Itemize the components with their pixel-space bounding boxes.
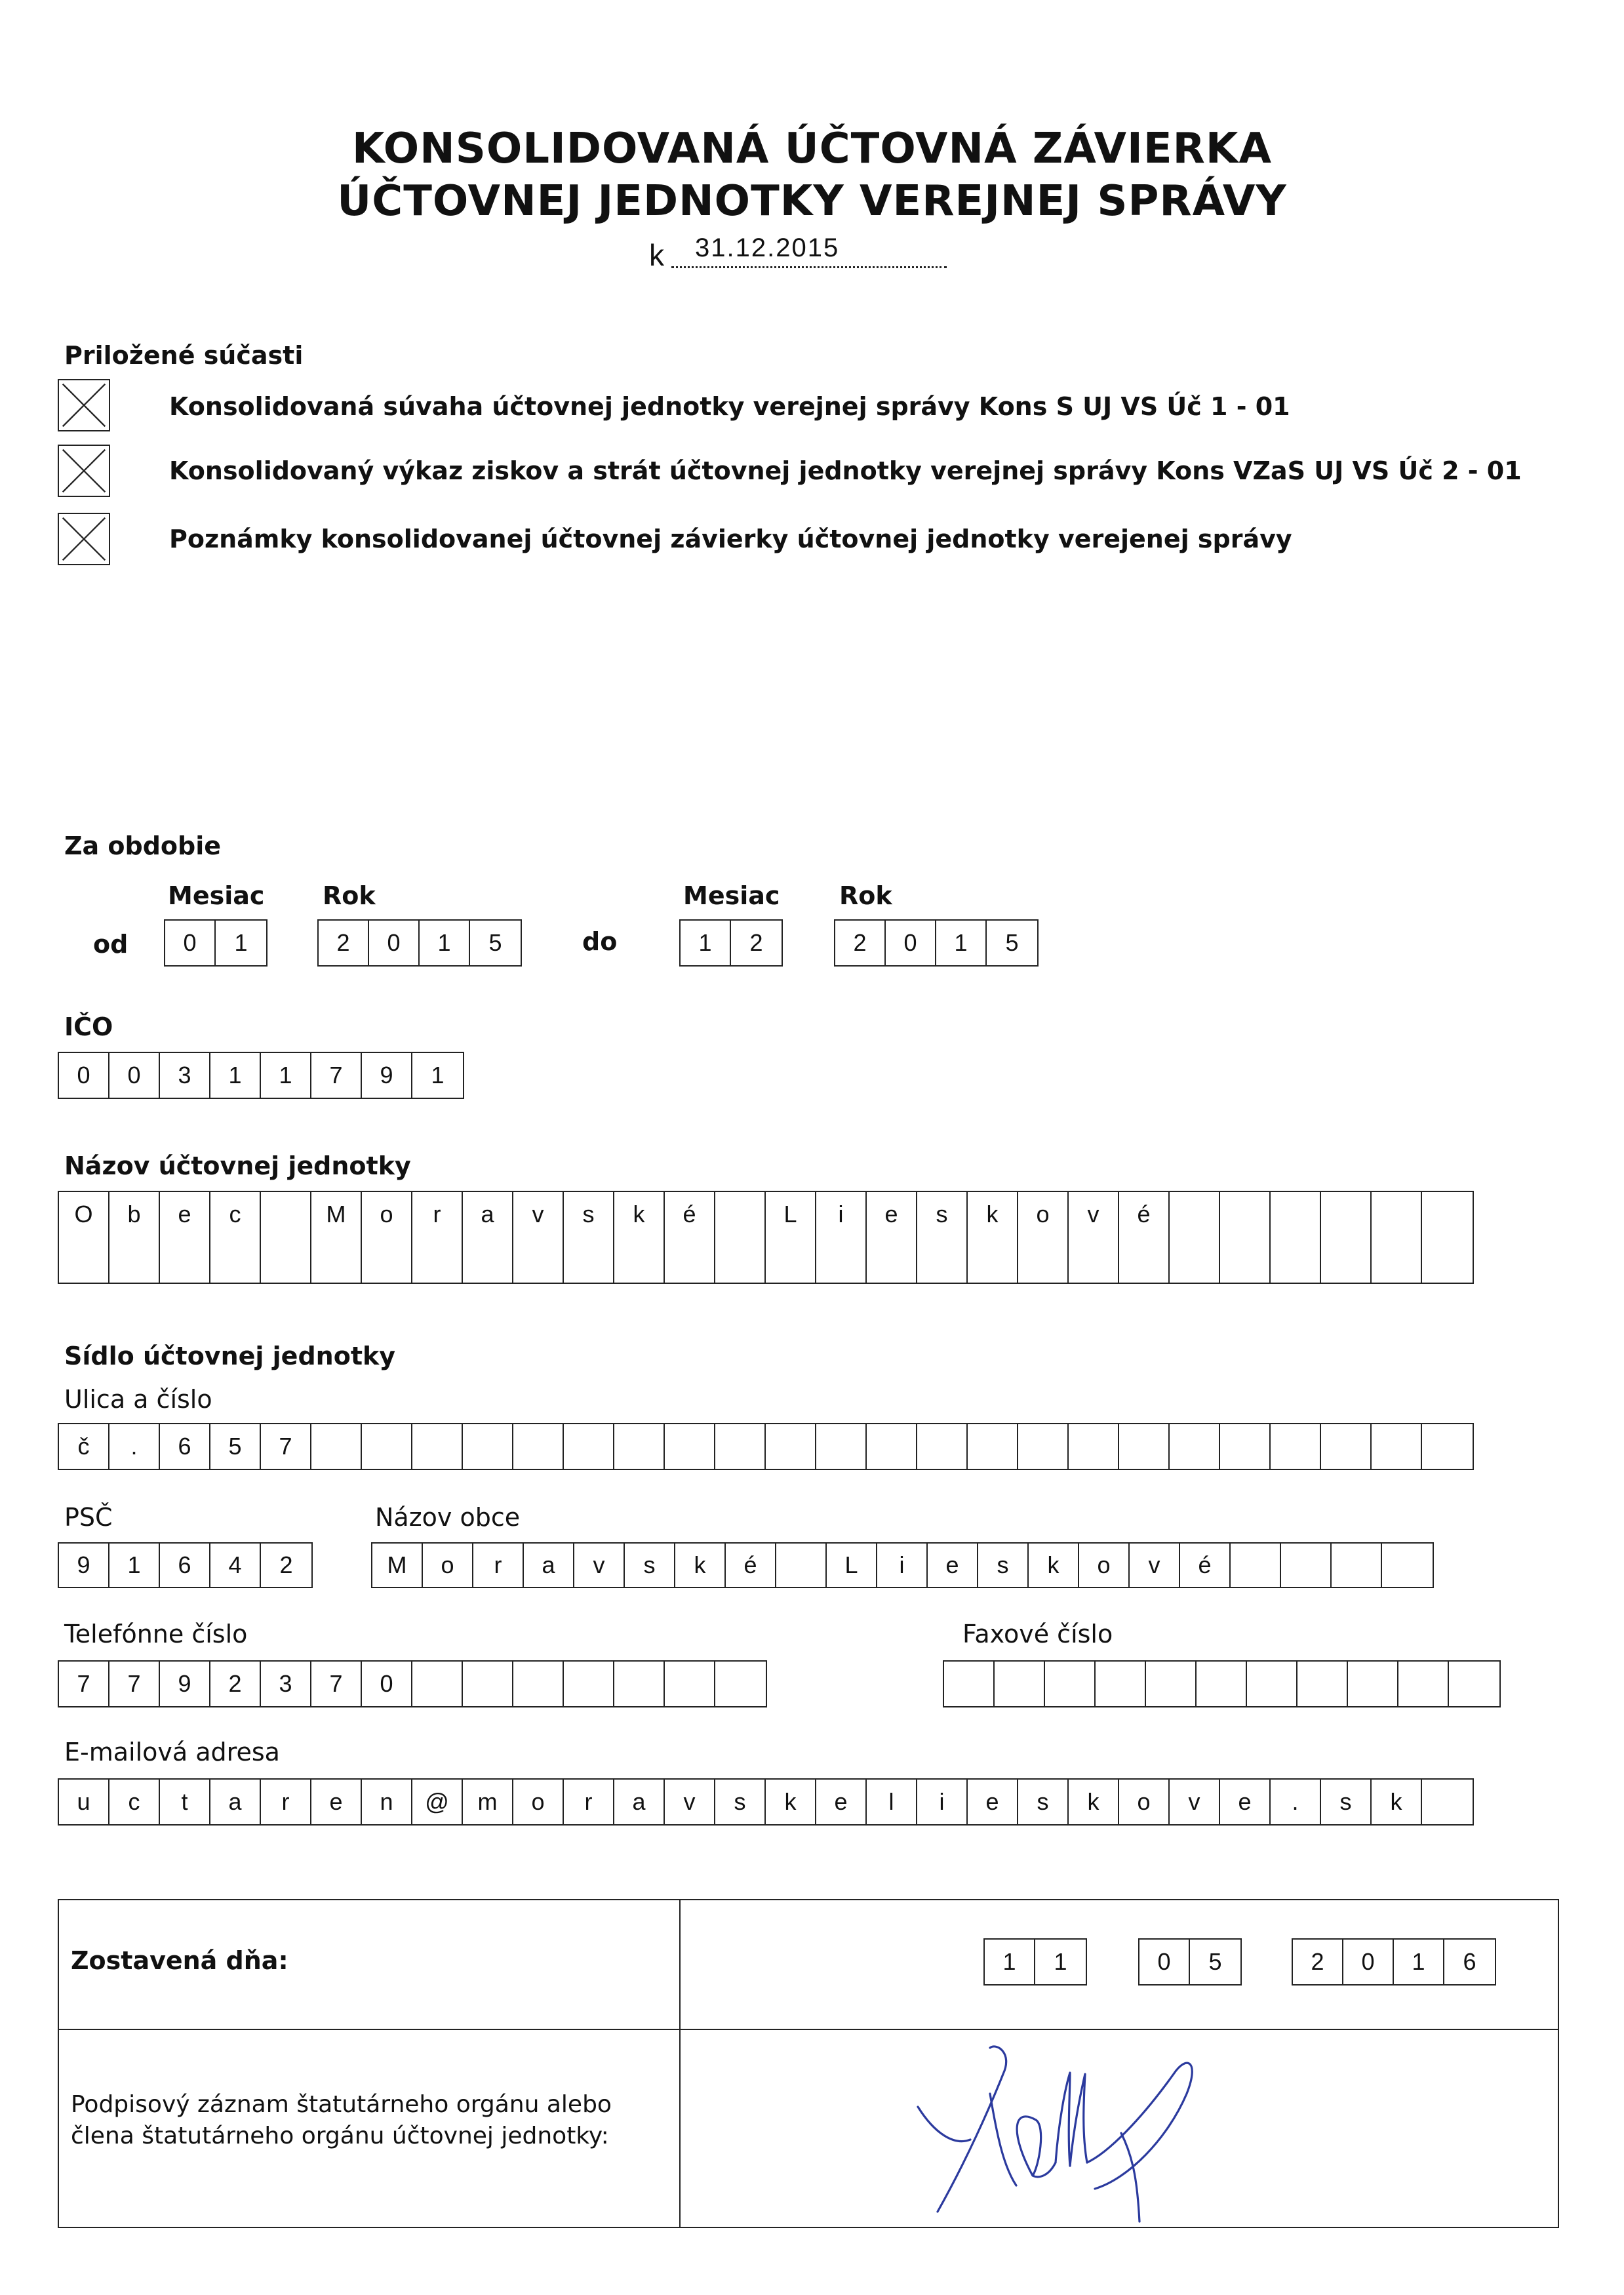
char-cell[interactable]: é (1180, 1544, 1231, 1587)
char-cell[interactable] (564, 1237, 614, 1283)
char-cell[interactable] (1398, 1662, 1449, 1706)
char-cell[interactable] (1372, 1237, 1422, 1283)
char-cell[interactable] (715, 1237, 766, 1283)
char-cell[interactable] (1321, 1424, 1372, 1469)
char-cell[interactable] (917, 1424, 968, 1469)
char-cell[interactable] (766, 1424, 816, 1469)
char-cell[interactable]: 0 (1343, 1940, 1394, 1984)
char-cell[interactable] (1321, 1237, 1372, 1283)
char-cell[interactable]: 6 (1463, 1948, 1476, 1975)
signature-label (71, 2089, 612, 2152)
char-cell[interactable]: L (827, 1544, 877, 1587)
city-field[interactable] (371, 1542, 1434, 1588)
to-month-label: Mesiac (683, 881, 780, 910)
char-cell[interactable]: r (412, 1192, 463, 1237)
char-cell[interactable] (463, 1237, 513, 1283)
char-cell[interactable]: 1 (210, 1053, 261, 1098)
char-cell[interactable] (1332, 1544, 1382, 1587)
char-cell[interactable] (160, 1237, 210, 1283)
char-cell[interactable] (513, 1237, 564, 1283)
char-cell[interactable] (917, 1237, 968, 1283)
char-cell[interactable] (1297, 1662, 1348, 1706)
char-cell[interactable] (1170, 1192, 1220, 1237)
char-cell[interactable] (1422, 1237, 1473, 1283)
signature-table (58, 1899, 1559, 2228)
char-cell[interactable] (1220, 1237, 1271, 1283)
char-cell[interactable] (816, 1237, 867, 1283)
char-cell[interactable] (1348, 1662, 1398, 1706)
char-cell[interactable]: 1 (1054, 1948, 1067, 1975)
char-cell[interactable]: 1 (109, 1544, 160, 1587)
char-cell[interactable] (362, 1237, 412, 1283)
char-cell[interactable]: k (1069, 1780, 1119, 1824)
char-cell[interactable]: e (816, 1780, 867, 1824)
char-cell[interactable] (412, 1662, 463, 1706)
char-cell[interactable]: 7 (109, 1662, 160, 1706)
char-cell[interactable]: k (614, 1192, 665, 1237)
fax-label: Faxové číslo (962, 1620, 1113, 1648)
char-cell[interactable] (1170, 1424, 1220, 1469)
date-prefix: k (649, 238, 664, 272)
char-cell[interactable]: L (766, 1192, 816, 1237)
char-cell[interactable] (665, 1237, 715, 1283)
char-cell[interactable]: a (524, 1544, 574, 1587)
char-cell[interactable]: b (109, 1192, 160, 1237)
char-cell[interactable]: v (574, 1544, 625, 1587)
street-label: Ulica a číslo (64, 1385, 212, 1414)
char-cell[interactable] (1271, 1424, 1321, 1469)
char-cell[interactable] (311, 1237, 362, 1283)
char-cell[interactable] (867, 1237, 917, 1283)
char-cell[interactable] (665, 1424, 715, 1469)
char-cell[interactable]: v (1130, 1544, 1180, 1587)
char-cell[interactable]: . (1271, 1780, 1321, 1824)
to-label: do (582, 927, 618, 956)
checkbox-attachment-3[interactable] (58, 513, 110, 565)
from-month-label: Mesiac (168, 881, 265, 910)
char-cell[interactable] (1382, 1544, 1433, 1587)
entity-name-field-row-1[interactable] (58, 1191, 1474, 1238)
char-cell[interactable]: 2 (210, 1662, 261, 1706)
period-heading: Za obdobie (64, 831, 222, 860)
char-cell[interactable]: M (372, 1544, 423, 1587)
date-value[interactable]: 31.12.2015 (695, 233, 840, 262)
char-cell[interactable]: 7 (311, 1053, 362, 1098)
table-divider-horizontal (59, 2029, 1558, 2030)
char-cell[interactable] (816, 1424, 867, 1469)
char-cell[interactable]: t (160, 1780, 210, 1824)
char-cell[interactable] (513, 1662, 564, 1706)
char-cell[interactable] (1281, 1544, 1332, 1587)
char-cell[interactable]: 1 (431, 1062, 445, 1088)
char-cell[interactable]: 0 (1139, 1940, 1190, 1984)
entity-name-field-row-2[interactable] (58, 1237, 1474, 1284)
attachments-heading: Priložené súčasti (64, 341, 304, 370)
char-cell[interactable] (715, 1192, 766, 1237)
attachment-label-3: Poznámky konsolidovanej účtovnej závierky účtovnej jednotky verejenej správy (169, 525, 1292, 553)
char-cell[interactable]: v (1170, 1780, 1220, 1824)
char-cell[interactable]: 2 (279, 1551, 293, 1578)
char-cell[interactable]: 1 (936, 921, 987, 965)
char-cell[interactable] (1146, 1662, 1197, 1706)
char-cell[interactable] (412, 1237, 463, 1283)
char-cell[interactable] (1018, 1237, 1069, 1283)
char-cell[interactable]: é (665, 1192, 715, 1237)
city-label: Názov obce (375, 1503, 521, 1532)
char-cell[interactable]: é (1119, 1192, 1170, 1237)
char-cell[interactable]: 1 (420, 921, 470, 965)
char-cell[interactable]: 0 (59, 1053, 109, 1098)
char-cell[interactable]: 7 (59, 1662, 109, 1706)
char-cell[interactable]: s (1321, 1780, 1372, 1824)
char-cell[interactable] (564, 1424, 614, 1469)
char-cell[interactable]: M (311, 1192, 362, 1237)
char-cell[interactable]: o (423, 1544, 473, 1587)
char-cell[interactable]: k (675, 1544, 726, 1587)
char-cell[interactable]: m (463, 1780, 513, 1824)
char-cell[interactable] (463, 1662, 513, 1706)
address-heading: Sídlo účtovnej jednotky (64, 1342, 396, 1370)
attachment-label-2: Konsolidovaný výkaz ziskov a strát účtovnej jednotky verejnej správy Kons VZaS UJ VS Úč 2 - 01 (169, 456, 1522, 485)
char-cell[interactable]: 6 (160, 1424, 210, 1469)
char-cell[interactable] (412, 1424, 463, 1469)
char-cell[interactable]: k (1029, 1544, 1079, 1587)
char-cell[interactable]: 3 (160, 1053, 210, 1098)
char-cell[interactable] (614, 1424, 665, 1469)
char-cell[interactable] (1045, 1662, 1096, 1706)
char-cell[interactable]: 2 (319, 921, 369, 965)
from-year-field[interactable] (317, 919, 522, 967)
char-cell[interactable]: o (1018, 1192, 1069, 1237)
char-cell[interactable] (513, 1424, 564, 1469)
phone-label: Telefónne číslo (64, 1620, 248, 1648)
char-cell[interactable]: 7 (261, 1424, 311, 1469)
email-label: E-mailová adresa (64, 1738, 280, 1766)
char-cell[interactable]: s (625, 1544, 675, 1587)
char-cell[interactable]: O (59, 1192, 109, 1237)
char-cell[interactable] (968, 1424, 1018, 1469)
check-cross-icon (59, 514, 109, 564)
checkbox-attachment-1[interactable] (58, 379, 110, 431)
char-cell[interactable] (776, 1544, 827, 1587)
ico-heading: IČO (64, 1012, 113, 1041)
char-cell[interactable] (1220, 1192, 1271, 1237)
date-dotted-line (671, 266, 947, 268)
char-cell[interactable]: 5 (210, 1424, 261, 1469)
checkbox-attachment-2[interactable] (58, 445, 110, 497)
char-cell[interactable] (261, 1192, 311, 1237)
char-cell[interactable] (665, 1662, 715, 1706)
char-cell[interactable]: 2 (1293, 1940, 1343, 1984)
char-cell[interactable] (1422, 1780, 1473, 1824)
handwritten-signature (898, 2035, 1265, 2225)
char-cell[interactable] (944, 1662, 995, 1706)
char-cell[interactable] (564, 1662, 614, 1706)
char-cell[interactable]: . (109, 1424, 160, 1469)
char-cell[interactable]: 1 (261, 1053, 311, 1098)
char-cell[interactable]: 1 (234, 929, 248, 956)
char-cell[interactable]: 4 (210, 1544, 261, 1587)
char-cell[interactable] (1422, 1192, 1473, 1237)
char-cell[interactable]: c (210, 1192, 261, 1237)
char-cell[interactable]: č (59, 1424, 109, 1469)
char-cell[interactable]: 1 (681, 921, 731, 965)
char-cell[interactable]: o (513, 1780, 564, 1824)
char-cell[interactable] (614, 1237, 665, 1283)
fax-field[interactable] (943, 1660, 1501, 1707)
char-cell[interactable] (995, 1662, 1045, 1706)
char-cell[interactable]: v (1069, 1192, 1119, 1237)
ico-field[interactable] (58, 1052, 464, 1099)
char-cell[interactable] (1422, 1424, 1473, 1469)
char-cell[interactable]: 9 (362, 1053, 412, 1098)
char-cell[interactable] (766, 1237, 816, 1283)
char-cell[interactable]: c (109, 1780, 160, 1824)
char-cell[interactable]: e (160, 1192, 210, 1237)
char-cell[interactable]: e (867, 1192, 917, 1237)
char-cell[interactable]: s (564, 1192, 614, 1237)
char-cell[interactable]: n (362, 1780, 412, 1824)
char-cell[interactable]: 1 (985, 1940, 1035, 1984)
char-cell[interactable] (614, 1662, 665, 1706)
char-cell[interactable]: r (473, 1544, 524, 1587)
char-cell[interactable]: o (362, 1192, 412, 1237)
char-cell[interactable] (362, 1424, 412, 1469)
char-cell[interactable]: s (917, 1192, 968, 1237)
phone-field[interactable] (58, 1660, 767, 1707)
title-line-2: ÚČTOVNEJ JEDNOTKY VEREJNEJ SPRÁVY (337, 177, 1287, 226)
char-cell[interactable] (1220, 1424, 1271, 1469)
char-cell[interactable]: r (564, 1780, 614, 1824)
signature-label-line-1: Podpisový záznam štatutárneho orgánu alebo (71, 2091, 612, 2118)
char-cell[interactable]: 0 (109, 1053, 160, 1098)
char-cell[interactable]: 7 (311, 1662, 362, 1706)
char-cell[interactable] (1119, 1237, 1170, 1283)
compiled-label: Zostavená dňa: (71, 1946, 288, 1975)
char-cell[interactable]: 5 (488, 929, 502, 956)
char-cell[interactable]: a (614, 1780, 665, 1824)
char-cell[interactable]: a (210, 1780, 261, 1824)
char-cell[interactable] (1271, 1237, 1321, 1283)
compiled-month-field[interactable] (1138, 1938, 1242, 1986)
char-cell[interactable] (867, 1424, 917, 1469)
char-cell[interactable]: 0 (165, 921, 216, 965)
char-cell[interactable] (311, 1424, 362, 1469)
char-cell[interactable] (1372, 1192, 1422, 1237)
char-cell[interactable]: 0 (369, 921, 420, 965)
signature-label-line-2: člena štatutárneho orgánu účtovnej jednotky: (71, 2123, 609, 2149)
char-cell[interactable] (261, 1237, 311, 1283)
char-cell[interactable] (1119, 1424, 1170, 1469)
char-cell[interactable] (968, 1237, 1018, 1283)
char-cell[interactable]: v (665, 1780, 715, 1824)
title-line-1: KONSOLIDOVANÁ ÚČTOVNÁ ZÁVIERKA (352, 125, 1272, 173)
char-cell[interactable] (715, 1424, 766, 1469)
char-cell[interactable]: 2 (835, 921, 886, 965)
char-cell[interactable]: @ (412, 1780, 463, 1824)
char-cell[interactable]: i (877, 1544, 928, 1587)
compiled-day-field[interactable] (983, 1938, 1087, 1986)
char-cell[interactable]: r (261, 1780, 311, 1824)
char-cell[interactable]: s (715, 1780, 766, 1824)
char-cell[interactable]: 6 (160, 1544, 210, 1587)
char-cell[interactable]: a (463, 1192, 513, 1237)
char-cell[interactable] (1449, 1662, 1499, 1706)
char-cell[interactable]: 1 (1394, 1940, 1444, 1984)
char-cell[interactable] (59, 1237, 109, 1283)
char-cell[interactable] (210, 1237, 261, 1283)
char-cell[interactable] (1372, 1424, 1422, 1469)
char-cell[interactable] (1321, 1192, 1372, 1237)
from-year-label: Rok (323, 881, 376, 910)
date-line (649, 233, 840, 273)
char-cell[interactable]: k (1372, 1780, 1422, 1824)
char-cell[interactable]: e (928, 1544, 978, 1587)
char-cell[interactable]: 9 (160, 1662, 210, 1706)
char-cell[interactable]: 5 (1005, 929, 1019, 956)
char-cell[interactable]: s (1018, 1780, 1069, 1824)
email-field[interactable] (58, 1778, 1474, 1826)
to-year-field[interactable] (834, 919, 1039, 967)
from-month-field[interactable] (164, 919, 267, 967)
to-month-field[interactable] (679, 919, 783, 967)
char-cell[interactable] (1069, 1237, 1119, 1283)
char-cell[interactable]: 0 (362, 1662, 412, 1706)
char-cell[interactable] (1096, 1662, 1146, 1706)
char-cell[interactable] (1069, 1424, 1119, 1469)
char-cell[interactable]: k (766, 1780, 816, 1824)
street-field[interactable] (58, 1423, 1474, 1470)
char-cell[interactable] (463, 1424, 513, 1469)
char-cell[interactable]: 2 (749, 929, 763, 956)
entity-name-heading: Názov účtovnej jednotky (64, 1151, 411, 1180)
char-cell[interactable] (1197, 1662, 1247, 1706)
check-cross-icon (59, 380, 109, 430)
char-cell[interactable]: o (1079, 1544, 1130, 1587)
compiled-year-field[interactable] (1292, 1938, 1496, 1986)
char-cell[interactable]: v (513, 1192, 564, 1237)
char-cell[interactable]: k (968, 1192, 1018, 1237)
char-cell[interactable]: 9 (59, 1544, 109, 1587)
table-divider-vertical (679, 1900, 681, 2227)
char-cell[interactable] (715, 1662, 766, 1706)
attachment-label-1: Konsolidovaná súvaha účtovnej jednotky verejnej správy Kons S UJ VS Úč 1 - 01 (169, 392, 1290, 421)
char-cell[interactable]: 3 (261, 1662, 311, 1706)
char-cell[interactable] (1271, 1192, 1321, 1237)
psc-label: PSČ (64, 1503, 113, 1532)
char-cell[interactable]: é (726, 1544, 776, 1587)
char-cell[interactable]: 0 (886, 921, 936, 965)
char-cell[interactable]: e (968, 1780, 1018, 1824)
char-cell[interactable]: i (816, 1192, 867, 1237)
char-cell[interactable] (109, 1237, 160, 1283)
check-cross-icon (59, 446, 109, 496)
psc-field[interactable] (58, 1542, 313, 1588)
char-cell[interactable] (1170, 1237, 1220, 1283)
char-cell[interactable]: s (978, 1544, 1029, 1587)
char-cell[interactable] (1247, 1662, 1297, 1706)
to-year-label: Rok (839, 881, 892, 910)
char-cell[interactable] (1231, 1544, 1281, 1587)
char-cell[interactable]: 5 (1208, 1948, 1222, 1975)
char-cell[interactable]: e (311, 1780, 362, 1824)
char-cell[interactable] (1018, 1424, 1069, 1469)
char-cell[interactable]: u (59, 1780, 109, 1824)
from-label: od (93, 930, 129, 959)
char-cell[interactable]: o (1119, 1780, 1170, 1824)
char-cell[interactable]: i (917, 1780, 968, 1824)
char-cell[interactable]: e (1220, 1780, 1271, 1824)
char-cell[interactable]: l (867, 1780, 917, 1824)
